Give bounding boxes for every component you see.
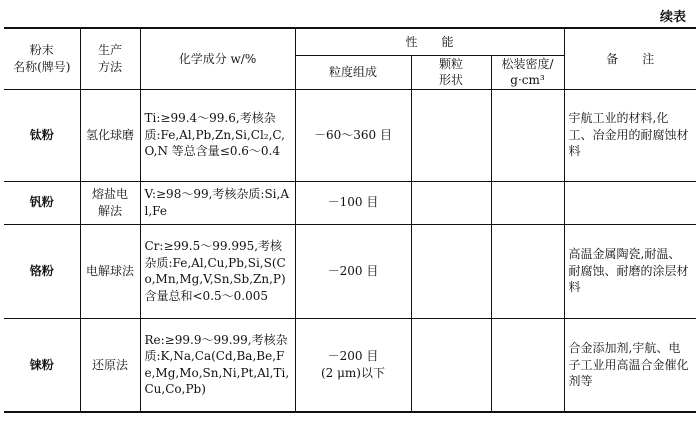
composition-cell: Ti:≥99.4～99.6,考核杂质:Fe,Al,Pb,Zn,Si,Cl₂,C,O,N 等总含量≤0.6～0.4 — [140, 89, 295, 181]
method-cell: 还原法 — [80, 318, 140, 412]
powder-name-cell: 钛粉 — [4, 89, 80, 181]
header-properties: 性 能 — [295, 28, 564, 55]
particle-shape-cell — [411, 318, 491, 412]
bulk-density-cell — [491, 318, 564, 412]
powder-name-cell: 钒粉 — [4, 181, 80, 224]
header-production-method: 生产 方法 — [80, 28, 140, 89]
remark-cell: 宇航工业的材料,化工、冶金用的耐腐蚀材料 — [564, 89, 696, 181]
table-row — [4, 318, 696, 412]
particle-shape-cell — [411, 181, 491, 224]
header-powder-name: 粉末 名称(牌号) — [4, 28, 80, 89]
particle-size-cell: －100 目 — [295, 181, 411, 224]
method-cell: 熔盐电 解法 — [80, 181, 140, 224]
method-cell: 氢化球磨 — [80, 89, 140, 181]
method-cell: 电解球法 — [80, 224, 140, 318]
composition-cell: Cr:≥99.5～99.995,考核杂质:Fe,Al,Cu,Pb,Si,S(Co,Mn,Mg,V,Sn,Sb,Zn,P)含量总和<0.5～0.005 — [140, 224, 295, 318]
composition-cell: V:≥98～99,考核杂质:Si,Al,Fe — [140, 181, 295, 224]
header-remarks: 备 注 — [564, 28, 696, 89]
particle-size-cell: －200 目 — [295, 224, 411, 318]
particle-size-cell: －60～360 目 — [295, 89, 411, 181]
particle-size-cell: －200 目 (2 μm)以下 — [295, 318, 411, 412]
bulk-density-cell — [491, 181, 564, 224]
particle-shape-cell — [411, 224, 491, 318]
particle-shape-cell — [411, 89, 491, 181]
powder-name-cell: 铬粉 — [4, 224, 80, 318]
table-row — [4, 224, 696, 318]
remark-cell: 合金添加剂,宇航、电子工业用高温合金催化剂等 — [564, 318, 696, 412]
header-particle-shape: 颗粒 形状 — [411, 55, 491, 89]
header-chemical-composition: 化学成分 w/% — [140, 28, 295, 89]
bulk-density-cell — [491, 224, 564, 318]
continued-label: 续表 — [659, 10, 686, 25]
header-particle-size: 粒度组成 — [295, 55, 411, 89]
table-row — [4, 181, 696, 224]
powder-spec-table — [4, 27, 696, 413]
header-bulk-density: 松装密度/ g·cm³ — [491, 55, 564, 89]
remark-cell: 高温金属陶瓷,耐温、耐腐蚀、耐磨的涂层材料 — [564, 224, 696, 318]
powder-name-cell: 铼粉 — [4, 318, 80, 412]
composition-cell: Re:≥99.9～99.99,考核杂质:K,Na,Ca(Cd,Ba,Be,Fe,Mg,Mo,Sn,Ni,Pt,Al,Ti,Cu,Co,Pb) — [140, 318, 295, 412]
bulk-density-cell — [491, 89, 564, 181]
table-row — [4, 89, 696, 181]
remark-cell — [564, 181, 696, 224]
